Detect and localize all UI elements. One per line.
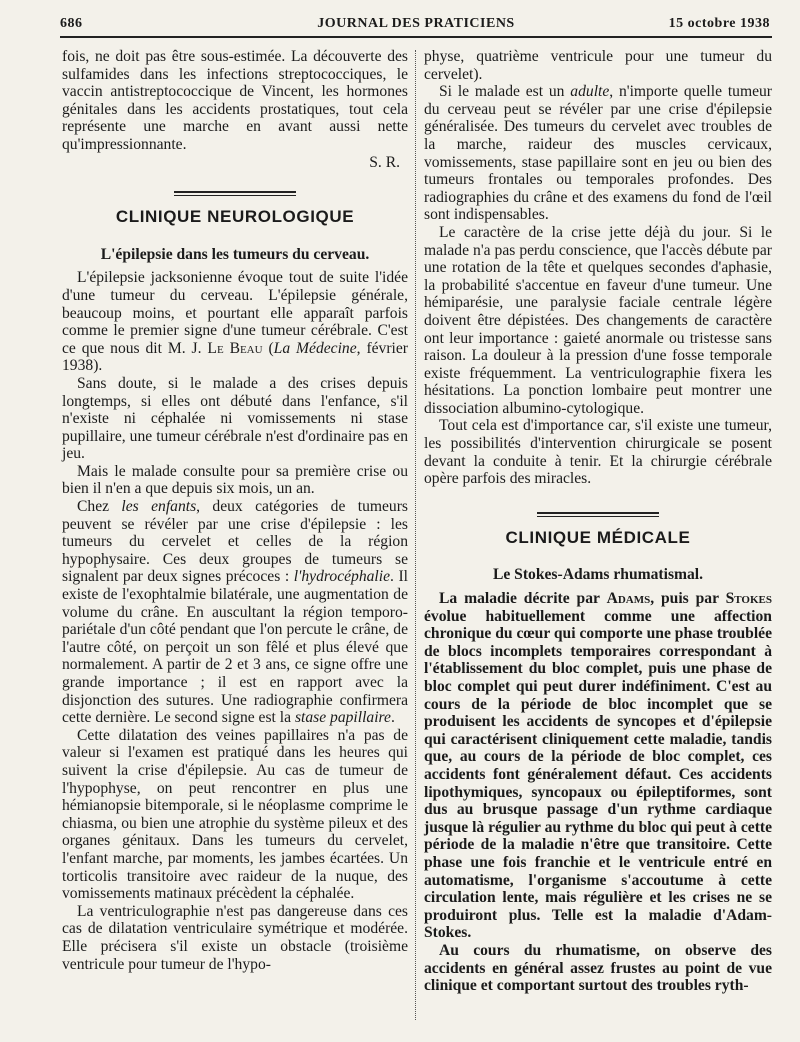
paragraph <box>424 83 772 224</box>
paragraph-text: , deux catégories de tumeurs peuvent se révéler par une crise d'épilepsie : les tumeurs du cervelet et celles de la région hypophysaire. Ces deux groupes de tumeurs se signalent par deux signes précoces : <box>62 498 408 586</box>
author-name: Adams <box>606 590 651 608</box>
paragraph-text: , n'importe quelle tumeur du cerveau peut se révéler par une crise d'épilepsie généralisée. Des tumeurs du cervelet avec troubles de la marche, raideur des muscles cervicaux, vomissements, stase papillaire sont en jeu ou bien des tumeurs frontales ou temporales profondes. Des radiographies du crâne et des examens du fond de l'œil sont indispensables. <box>424 83 773 224</box>
paragraph: physe, quatrième ventricule pour une tumeur du cervelet). <box>424 48 772 83</box>
article-title-epilepsie: L'épilepsie dans les tumeurs du cerveau. <box>100 245 370 263</box>
paragraph: Cette dilatation des veines papillaires n'a pas de valeur si l'examen est pratiqué dans les heures qui suivent la crise d'épilepsie. Au cas de tumeur de l'hypophyse, on peut rencontrer en plus une hémianopsie bitemporale, si le néoplasme comprime le chiasma, ou bien une atrophie du système pileux et des organes génitaux. Dans les tumeurs du cervelet, l'enfant marche, par moments, les jambes écartées. Un torticolis transitoire avec raideur de la nuque, des vomissements matinaux précèdent la céphalée. <box>62 726 408 903</box>
paragraph: Sans doute, si le malade a des crises depuis longtemps, si elles ont débuté dans l'enfance, s'il n'existe ni céphalée ni vomissements ni stase pupillaire, une tumeur cérébrale n'est d'ordinaire pas en jeu. <box>62 374 408 463</box>
article-body-bold <box>424 590 772 995</box>
running-header <box>60 14 772 36</box>
emphasis: l'hydrocéphalie <box>293 568 391 586</box>
section-title-neurologique: CLINIQUE NEUROLOGIQUE <box>115 207 355 227</box>
emphasis: adulte <box>570 83 610 101</box>
paragraph-text: La maladie décrite par <box>439 590 600 608</box>
column-divider <box>415 50 416 1020</box>
section-separator <box>537 512 659 517</box>
source-title: La Médecine <box>273 339 357 357</box>
issue-date: 15 octobre 1938 <box>668 16 770 31</box>
section-title-medicale: CLINIQUE MÉDICALE <box>505 527 691 547</box>
paragraph: Tout cela est d'importance car, s'il existe une tumeur, les possibilités d'intervention chirurgicale se posent devant la conduite à tenir. Et la chirurgie cérébrale opère parfois des miracles. <box>424 417 772 488</box>
paragraph: L'épilepsie jacksonienne évoque tout de suite l'idée d'une tumeur du cerveau. L'épilepsie générale, beaucoup moins, et pourtant elle apparaît parfois comme le premier signe d'une tumeur cérébrale. C'est ce que nous dit M. J. Le Beau (La Médecine, février 1938). <box>62 269 408 375</box>
paragraph: Au cours du rhumatisme, on observe des accidents en général assez frustes au point de vue clinique et comportant surtout des troubles ryth- <box>424 941 772 995</box>
paragraph-text: Chez <box>77 498 110 516</box>
paragraph-text: évolue habituellement comme une affection chronique du cœur qui comporte une phase troublée de blocs incomplets temporaires correspondant à l'établissement du bloc complet, puis une phase de bloc complet qui peut durer indéfiniment. C'est au cours de la période de bloc incomplet que se produisent les accidents de syncopes et d'épilepsie qui caractérisent cliniquement cette maladie, tandis que, au cours de la période de bloc complet, ces accidents font généralement défaut. Ces accidents lipothymiques, syncopaux ou épileptiformes, sont dus au brusque passage d'un rythme cardiaque jusque là régulier au rythme du bloc qui peut à cette période de la maladie n'être que transitoire. Cette phase une fois franchie et le ventricule entré en automatisme, l'organisme s'accoutume à cette circulation lente, mais régulière et les crises ne se produiront plus. Telle est la maladie d'Adam-Stokes. <box>424 607 772 942</box>
journal-title: JOURNAL DES PRATICIENS <box>317 16 515 31</box>
paragraph-text: L'épilepsie jacksonienne évoque tout de suite l'idée d'une tumeur du cerveau. L'épilepsie générale, beaucoup moins, et pourtant elle apparaît parfois comme le premier signe d'une tumeur cérébrale. C'est ce que nous dit M. J. <box>62 269 408 357</box>
author-name: Stokes <box>725 590 773 608</box>
paragraph-text: . Il existe de l'exophtalmie bilatérale, une augmentation de volume du crâne. En auscultant la région temporo-pariétale d'un côté pendant que l'on percute le crâne, de l'autre côté, on perçoit un son fêlé et plus élevé que normalement. A partir de 2 et 3 ans, ce signe offre une grande importance ; il est en rapport avec la disjonction des sutures. Une radiographie confirmera cette dernière. Le second signe est la <box>62 568 408 727</box>
left-column <box>62 48 408 973</box>
emphasis: stase papillaire <box>294 709 391 727</box>
paragraph-text: , puis par <box>650 590 719 608</box>
paragraph: La ventriculographie n'est pas dangereuse dans ces cas de dilatation ventriculaire symétrique et modérée. Elle précisera s'il existe un obstacle (troisième ventricule pour tumeur de l'hypo- <box>62 902 408 973</box>
paragraph: Mais le malade consulte pour sa première crise ou bien il n'en a que depuis six mois, un an. <box>62 462 408 498</box>
paragraph-text: Si le malade est un <box>439 83 565 101</box>
section-separator <box>174 191 296 196</box>
paragraph: Le caractère de la crise jette déjà du jour. Si le malade n'a pas perdu conscience, que l'accès débute par une rotation de la tête et quelques secondes d'aphasie, la probabilité s'accentue en faveur d'une tumeur. Une hémiparésie, une paralysie faciale centrale légère doivent être dépistées. Des changements de caractère ont leur importance : gaieté anormale ou tristesse sans raison. La douleur à la pression d'une fosse temporale existe fréquemment. La ventriculographie fixera les hésitations. La ponction lombaire peut montrer une dissociation albumino-cytologique. <box>424 223 772 417</box>
article-title-stokes-adams: Le Stokes-Adams rhumatismal. <box>492 566 704 584</box>
paragraph <box>424 590 772 942</box>
right-column <box>424 48 772 995</box>
author-name: Le Beau <box>207 339 263 357</box>
paragraph: Chez les enfants, deux catégories de tumeurs peuvent se révéler par une crise d'épilepsie : les tumeurs du cervelet et celles de la région hypophysaire. Ces deux groupes de tumeurs se signalent par deux signes précoces : l'hydrocéphalie. Il existe de l'exophtalmie bilatérale, une augmentation de volume du crâne. En auscultant la région temporo-pariétale d'un côté pendant que l'on percute le crâne, de l'autre côté, on perçoit un son fêlé et plus élevé que normalement. A partir de 2 et 3 ans, ce signe offre une grande importance ; il est en rapport avec la disjonction des sutures. Une radiographie confirmera cette dernière. Le second signe est la stase papillaire. <box>62 498 408 727</box>
intro-paragraph: fois, ne doit pas être sous-estimée. La découverte des sulfamides dans les infections streptococciques, le vaccin antistreptococcique de Vincent, les hormones génitales dans les accidents prostatiques, tout cela représente une marche en avant aussi nette qu'impressionnante. <box>62 48 408 153</box>
page-number: 686 <box>60 16 83 31</box>
header-rule <box>60 36 772 38</box>
signature: S. R. <box>369 153 400 171</box>
source-date: , février 1938). <box>62 339 408 375</box>
emphasis: les enfants <box>121 498 197 516</box>
